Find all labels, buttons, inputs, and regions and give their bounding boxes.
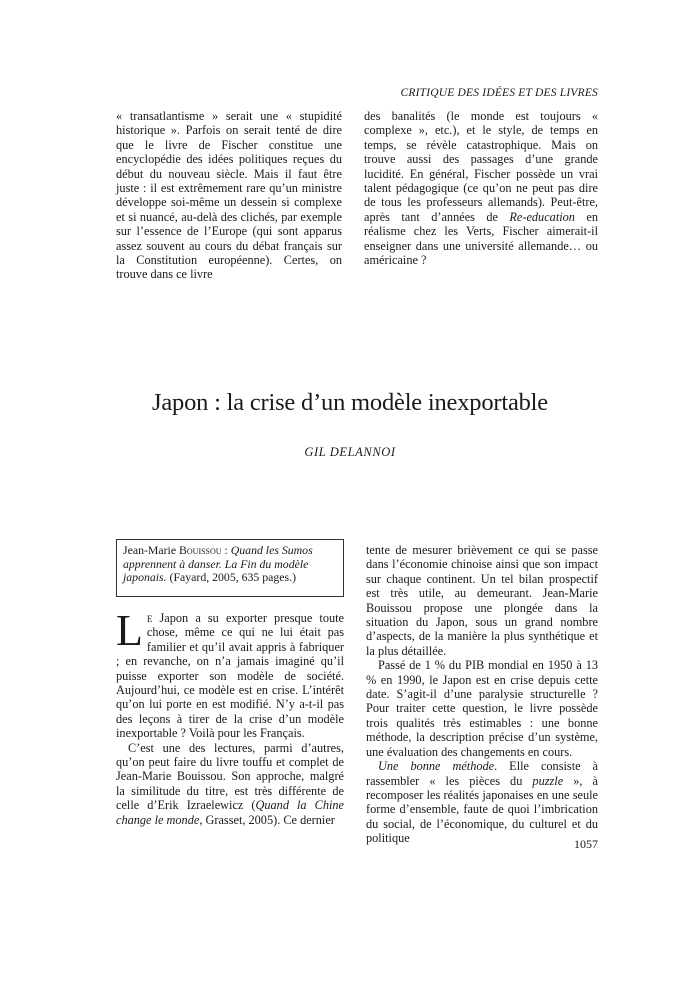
paragraph [364, 109, 598, 267]
bottom-left-column [116, 606, 344, 827]
article-title: Japon : la crise d’un modèle inexportable [152, 389, 548, 416]
paragraph [366, 759, 598, 845]
top-left-column [116, 109, 342, 282]
text-segment: , Grasset, 2005). Ce dernier [199, 812, 335, 827]
drop-cap: L [116, 606, 143, 655]
running-head: CRITIQUE DES IDÉES ET DES LIVRES [400, 87, 598, 99]
text-segment: », à recomposer les réalités japonaises en une seule forme d’ensemble, faute de quoi l’imbrication du social, de l’économique, du culturel et du politique [366, 773, 598, 846]
paragraph: « transatlantisme » serait une « stupidité historique ». Parfois on serait tenté de dire que le livre de Fischer constitue une encyclopédie des idées politiques reçues du début du nouveau siècle. Mais il faut être juste : il est extrêmement rare qu’un ministre développe soi-même un dessein si complexe et si nuancé, au-delà des clichés, par exemple sur l’essence de l’Europe (qui sont apparus assez souvent au cours du débat français sur la Constitution européenne). Certes, on trouve dans ce livre [116, 109, 342, 282]
reference-book-title: Quand les Sumos apprennent à danser. La Fin du modèle japonais. [123, 543, 313, 585]
text-segment: des banalités (le monde est toujours « complexe », etc.), et le style, de temps en temps, se révèle catastrophique. Mais on trouve aussi des passages d’une grande lucidité. En général, Fischer possède un vrai talent pédagogique (ce qu’on ne peut pas dire de tous les professeurs allemands). Peut-être, après tant d’années de [364, 109, 598, 224]
bottom-right-column [366, 543, 598, 846]
book-reference-box [116, 539, 344, 597]
author-name: GIL DELANNOI [304, 445, 396, 459]
italic-title: Quand la Chine change le monde [116, 798, 344, 827]
reference-publication: (Fayard, 2005, 635 pages.) [166, 570, 297, 585]
page-number: 1057 [574, 837, 598, 851]
small-caps-lead: e [146, 611, 153, 625]
reference-author-last: Bouissou [179, 543, 222, 557]
paragraph [116, 741, 344, 827]
italic-term: Re-education [509, 209, 575, 224]
text-segment: . Elle consiste à rassembler « les pièces du [366, 759, 598, 788]
paragraph: tente de mesurer brièvement ce qui se passe dans l’économie chinoise ainsi que son impact sur chaque continent. Un tel bilan prospectif est très utile, au demeurant. Jean-Marie Bouissou propose une plongée dans la situation du Japon, sous un grand nombre d’aspects, de la manière la plus synthétique et la plus détaillée. [366, 543, 598, 658]
text-segment: en réalisme chez les Verts, Fischer aimerait-il enseigner dans une université allemande… ou américaine ? [364, 209, 598, 268]
reference-separator: : [221, 543, 231, 557]
text-segment: C’est une des lectures, parmi d’autres, qu’on peut faire du livre touffu et complet de Jean-Marie Bouissou. Son approche, malgré la similitude du titre, est très différente de celle d’Erik Izraelewicz ( [116, 740, 344, 813]
text-segment: Japon a su exporter presque toute chose, même ce qui ne lui était pas familier et qu’il avait appris à fabriquer ; en revanche, on n’a jamais imaginé qu’il puisse exporter son modèle de société. Aujourd’hui, ce modèle est en crise. L’intérêt qu’on lui porte en est modifié. N’y a-t-il pas des leçons à tirer de la crise d’un modèle inexportable ? Voilà pour les Français. [116, 611, 344, 741]
opening-paragraph [116, 606, 344, 741]
reference-author-first: Jean-Marie [123, 543, 180, 557]
top-right-column [364, 109, 598, 267]
italic-heading: Une bonne méthode [378, 759, 495, 774]
paragraph: Passé de 1 % du PIB mondial en 1950 à 13 % en 1990, le Japon est en crise depuis cette date. S’agit-il d’une paralysie structurelle ? Pour traiter cette question, le livre possède trois qualités très estimables : une bonne méthode, la description précise d’un système, une évaluation des changements en cours. [366, 658, 598, 759]
italic-term: puzzle [532, 773, 564, 788]
